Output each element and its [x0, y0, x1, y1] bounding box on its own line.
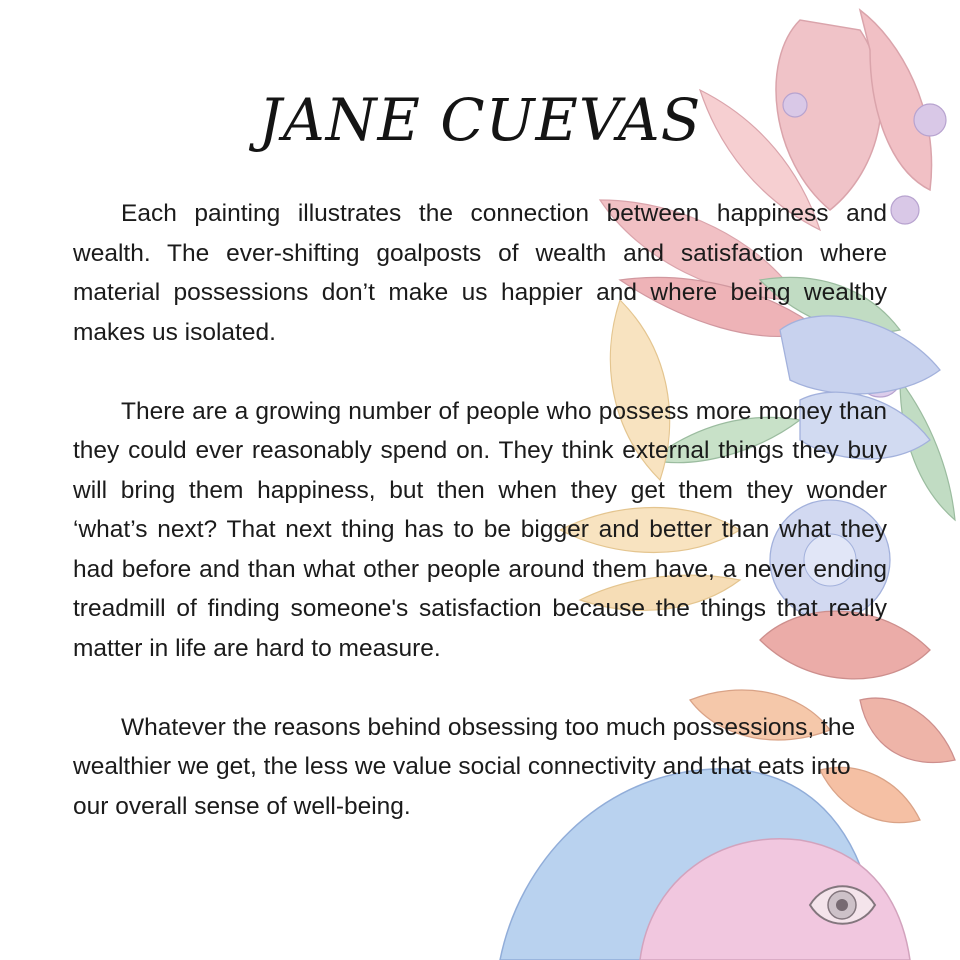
- paragraph-3: Whatever the reasons behind obsessing too much possessions, the wealthier we get, the less we value social connectivity and that eats into our overall sense of well-being.: [73, 713, 856, 820]
- paragraph-2: There are a growing number of people who possess more money than they could ever reasonably spend on. They think external things they buy will bring them happiness, but then when they get them they wonder ‘what’s next? That next thing has to be bigger and better than what they had before and than what other people around them have, a never ending treadmill of finding someone's satisfaction because the things that really matter in life are hard to measure.: [73, 397, 887, 662]
- page-title: JANE CUEVAS: [258, 86, 702, 154]
- statement-body: [73, 194, 887, 826]
- paragraph-1: Each painting illustrates the connection between happiness and wealth. The ever-shifting goalposts of wealth and satisfaction where material possessions don’t make us happier and where being wealthy makes us isolated.: [73, 200, 887, 346]
